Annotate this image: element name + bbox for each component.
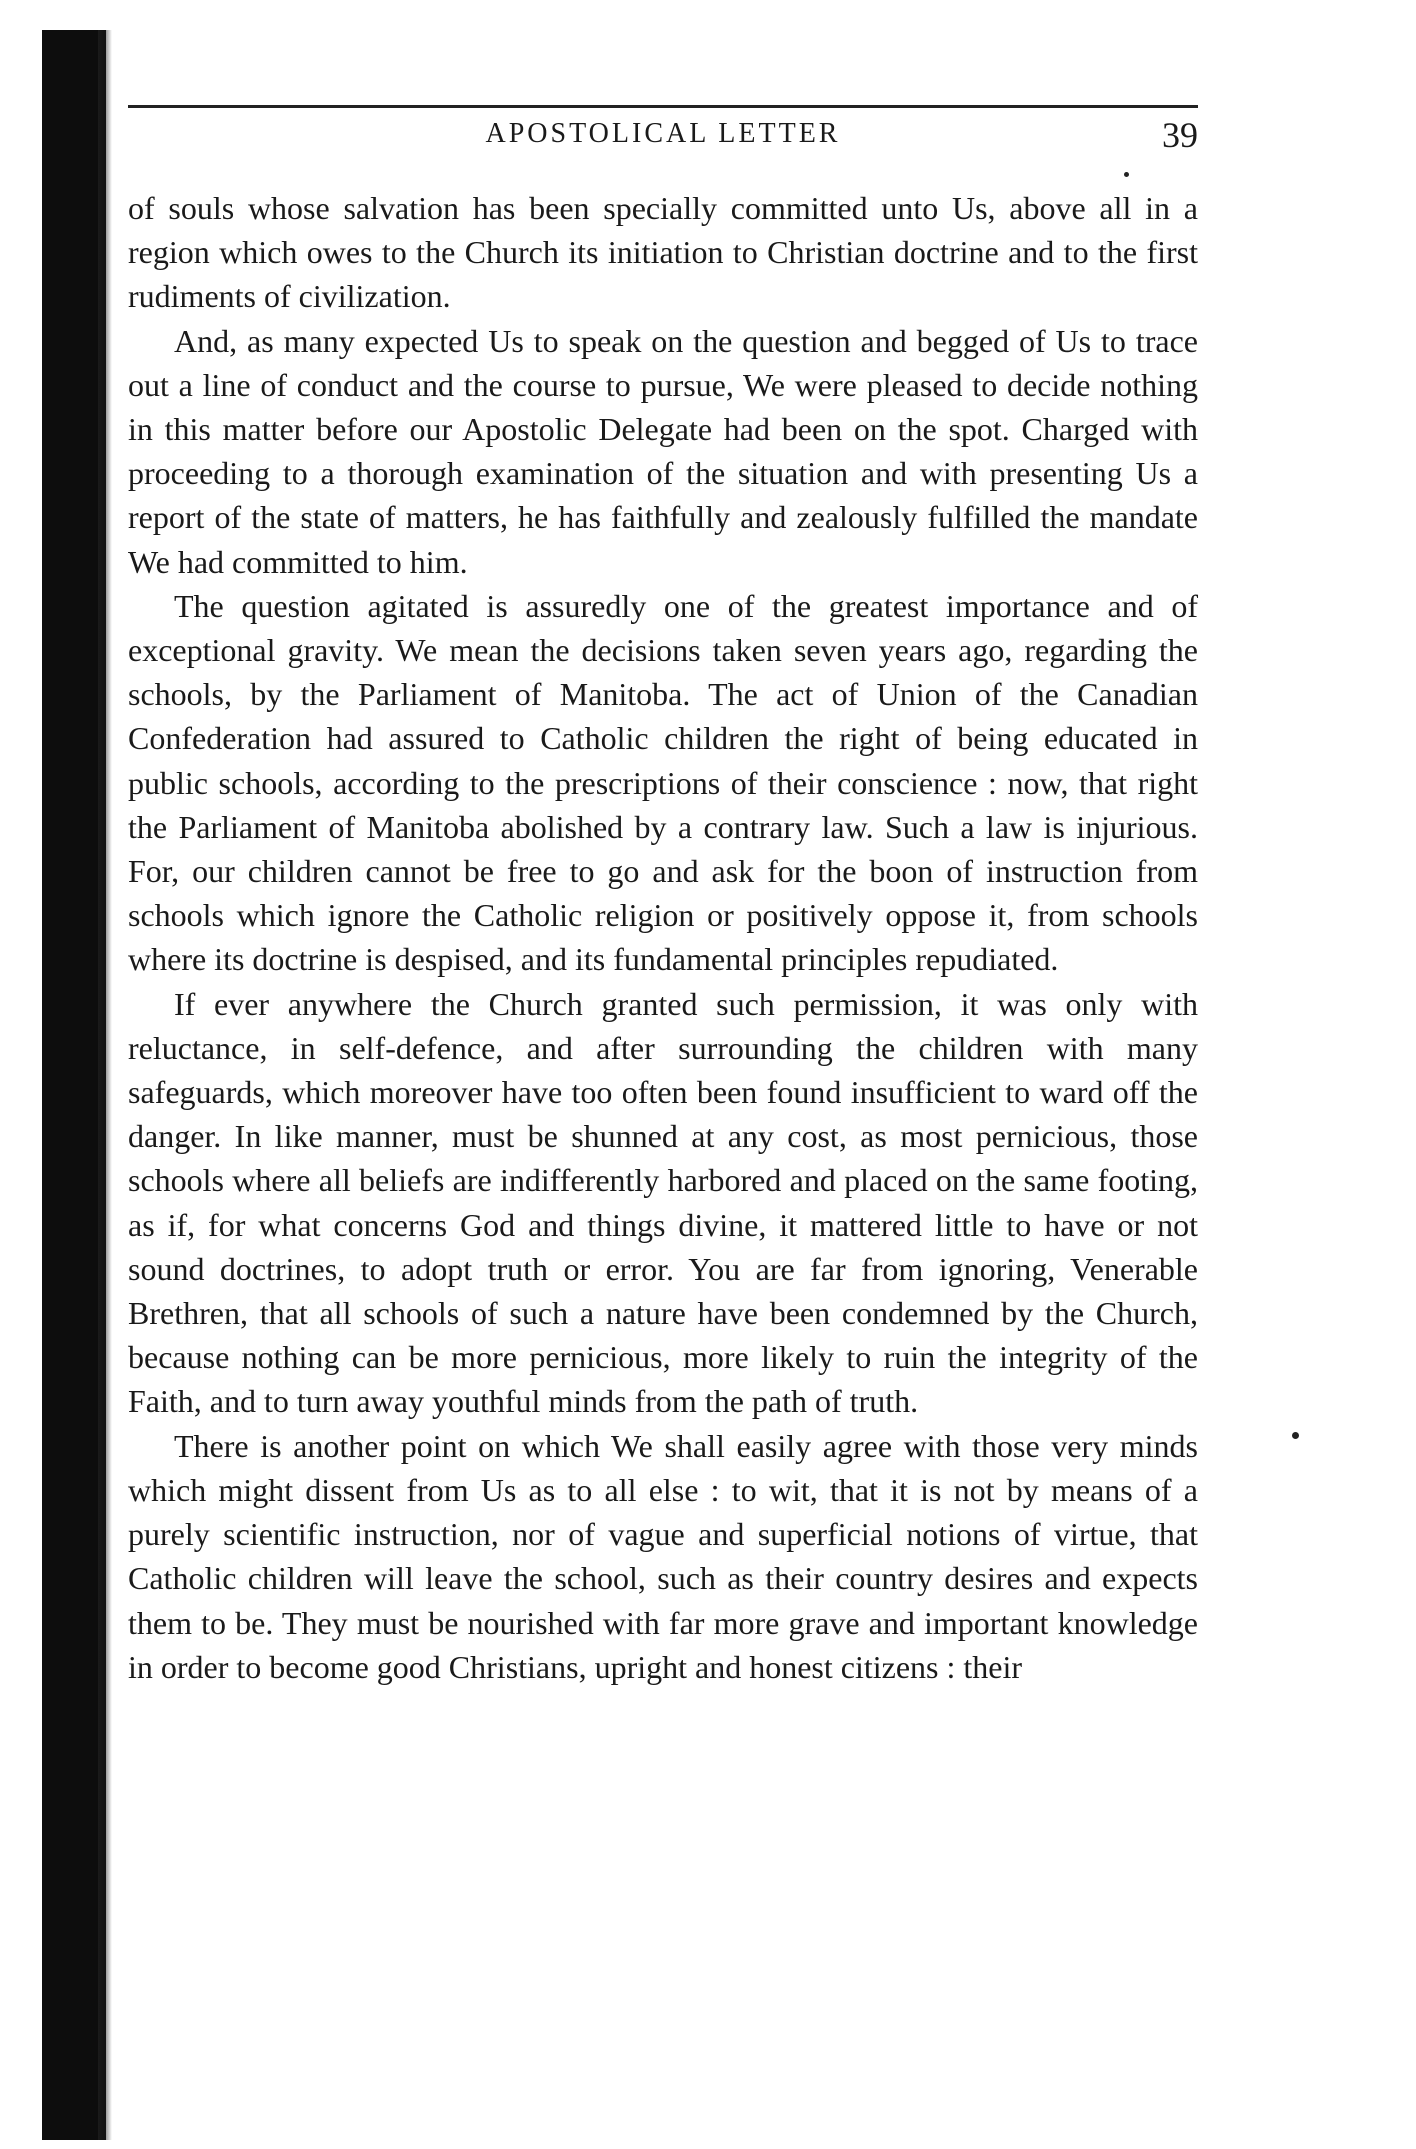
running-head: [128, 115, 1198, 166]
paragraph-church-permission: If ever anywhere the Church granted such permission, it was only with reluctance, in self-defence, and after surrounding the children with many safeguards, which moreover have too often been found insufficient to ward off the danger. In like manner, must be shunned at any cost, as most pernicious, those schools where all beliefs are indifferently harbored and placed on the same footing, as if, for what concerns God and things divine, it mattered little to have or not sound doctrines, to adopt truth or error. You are far from ignoring, Venerable Brethren, that all schools of such a nature have been condemned by the Church, because nothing can be more pernicious, more likely to ruin the integrity of the Faith, and to turn away youthful minds from the path of truth.: [128, 985, 1198, 1420]
header-rule: [128, 105, 1198, 108]
paragraph-continued: of souls whose salvation has been specially committed unto Us, above all in a region which owes to the Church its initiation to Christian doctrine and to the first rudiments of civilization.: [128, 190, 1198, 315]
paragraph-another-point: There is another point on which We shall easily agree with those very minds which might dissent from Us as to all else : to wit, that it is not by means of a purely scientific instruction, nor of vague and superficial notions of virtue, that Catholic children will leave the school, such as their country desires and expects them to be. They must be nourished with far more grave and important knowledge in order to become good Christians, upright and honest citizens : their: [128, 1427, 1198, 1685]
scan-speck: [1124, 172, 1129, 177]
running-head-title: APOSTOLICAL LETTER: [485, 118, 841, 149]
binding-gutter-fade: [98, 30, 112, 2140]
body-text: [128, 186, 1198, 1689]
paragraph-manitoba-schools: The question agitated is assuredly one of the greatest importance and of exceptional gravity. We mean the decisions taken seven years ago, regarding the schools, by the Parliament of Manitoba. The act of Union of the Canadian Confederation had assured to Catholic children the right of being educated in public schools, according to the prescriptions of their conscience : now, that right the Parliament of Manitoba abolished by a contrary law. Such a law is injurious. For, our children cannot be free to go and ask for the boon of instruction from schools which ignore the Catholic religion or positively oppose it, from schools where its doctrine is despised, and its fundamental principles repudiated.: [128, 587, 1198, 978]
binding-gutter-shadow: [42, 30, 106, 2140]
paragraph-apostolic-delegate: And, as many expected Us to speak on the question and begged of Us to trace out a line of conduct and the course to pursue, We were pleased to decide nothing in this matter before our Apostolic Delegate had been on the spot. Charged with proceeding to a thorough examination of the situation and with presenting Us a report of the state of matters, he has faithfully and zealously fulfilled the mandate We had committed to him.: [128, 322, 1198, 580]
page-number: 39: [1162, 115, 1198, 155]
scan-speck: [1292, 1432, 1299, 1439]
